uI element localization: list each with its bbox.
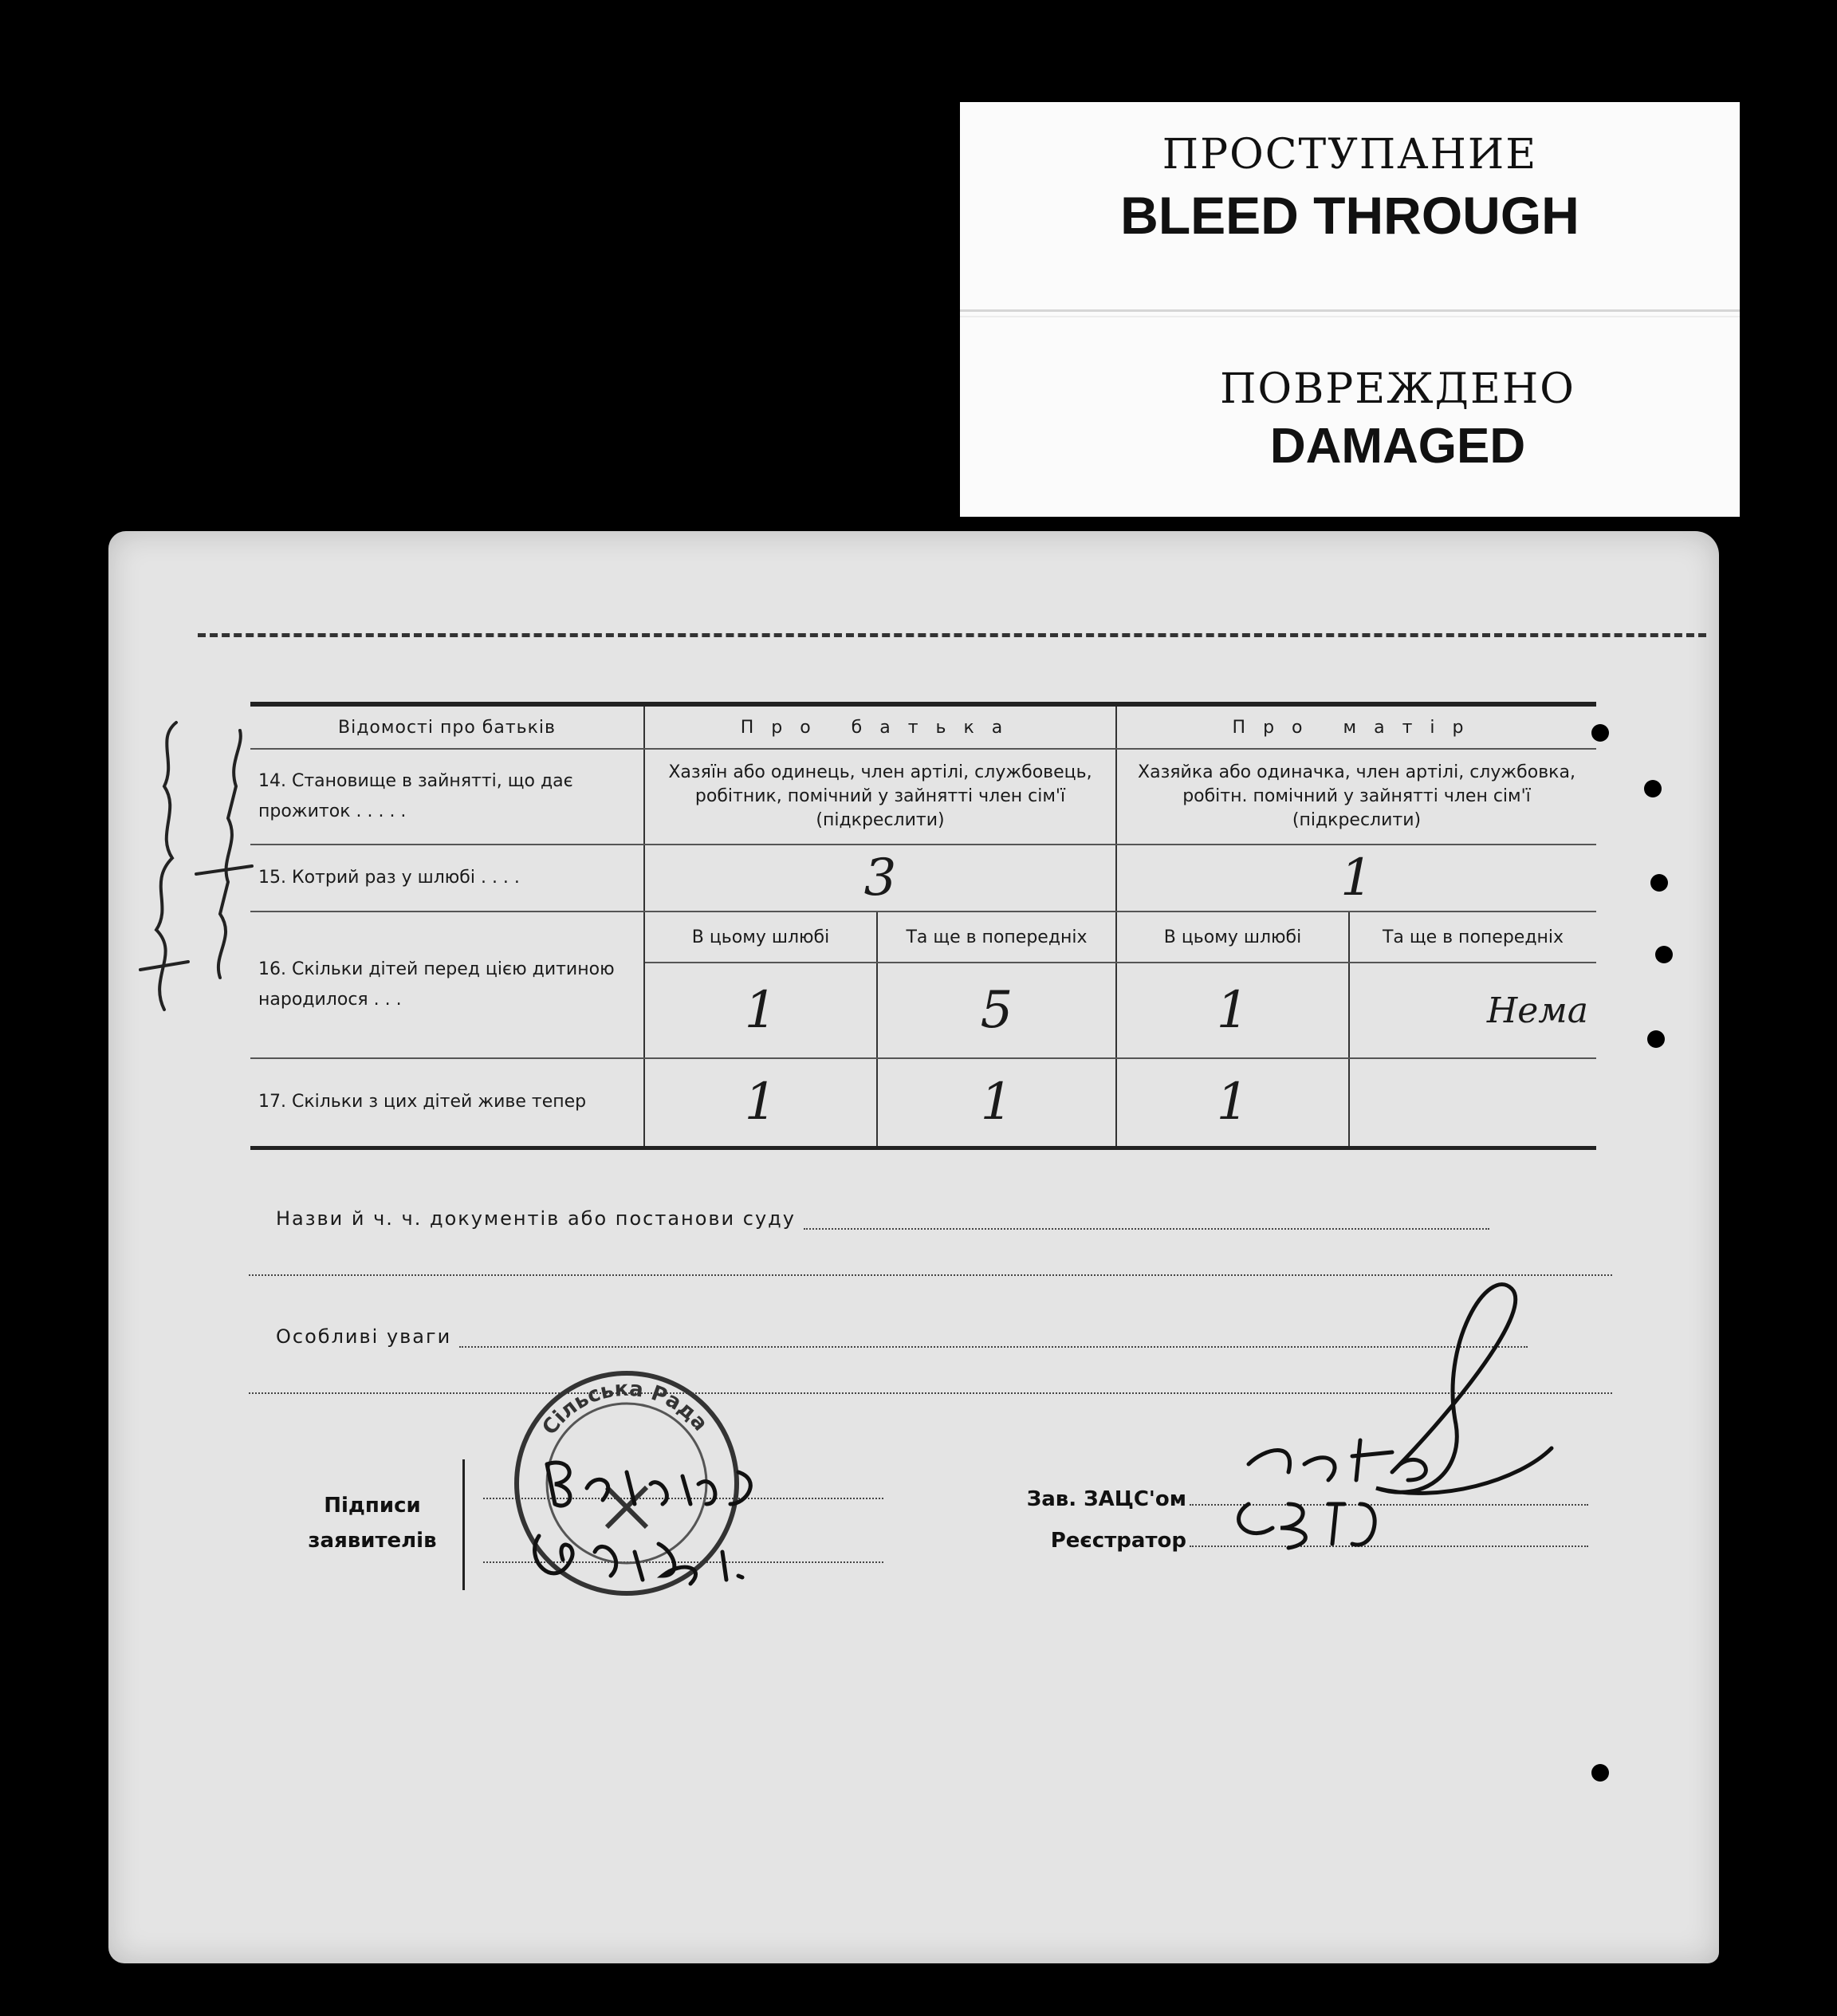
row17-father-this: 1 bbox=[644, 1058, 877, 1148]
registrar-label: Реєстратор bbox=[1050, 1529, 1186, 1553]
subheader-mother-prev: Та ще в попередніх bbox=[1349, 912, 1596, 963]
row14-mother-options: Хазяйка або одиначка, член артілі, службовка, робітн. помічний у зайнятті член сім'ї (підкреслити) bbox=[1116, 749, 1596, 845]
head-label: Зав. ЗАЦС'ом bbox=[1026, 1487, 1186, 1511]
damaged-en: DAMAGED bbox=[1269, 419, 1526, 474]
document-sheet bbox=[108, 531, 1719, 1963]
punch-hole bbox=[1650, 874, 1668, 892]
row17-father-prev: 1 bbox=[877, 1058, 1116, 1148]
documents-line bbox=[804, 1228, 1489, 1230]
applicants-label: Підписи заявителів bbox=[308, 1494, 437, 1553]
applicants-bracket bbox=[462, 1459, 476, 1590]
row16-mother-prev: Нема bbox=[1349, 963, 1596, 1058]
perforation-line bbox=[198, 633, 1706, 637]
header-mother: Про матір bbox=[1116, 704, 1596, 749]
bleed-through-en: BLEED THROUGH bbox=[1120, 186, 1579, 245]
bleed-through-ru: ПРОСТУПАНИЕ bbox=[1162, 131, 1538, 179]
row17-label: 17. Скільки з цих дітей живе тепер bbox=[250, 1058, 644, 1148]
row14-father-options: Хазяїн або одинець, член артілі, службовець, робітник, помічний у зайнятті член сім'ї (підкреслити) bbox=[644, 749, 1116, 845]
stamp-text: Сільська Рада bbox=[537, 1376, 713, 1440]
row15-father-value: 3 bbox=[644, 845, 1116, 912]
punch-hole bbox=[1591, 724, 1609, 742]
punch-hole bbox=[1591, 1764, 1609, 1782]
punch-hole bbox=[1644, 780, 1662, 797]
subheader-mother-this: В цьому шлюбі bbox=[1116, 912, 1349, 963]
row15-mother-value: 1 bbox=[1116, 845, 1596, 912]
documents-label: Назви й ч. ч. документів або постанови суду bbox=[276, 1207, 796, 1230]
card-fold bbox=[960, 309, 1740, 312]
archive-warning-card bbox=[960, 102, 1740, 517]
parents-table bbox=[250, 702, 1596, 1150]
subheader-father-prev: Та ще в попередніх bbox=[877, 912, 1116, 963]
applicant-signatures bbox=[523, 1440, 890, 1600]
header-parents-info: Відомості про батьків bbox=[250, 704, 644, 749]
row17-mother-this: 1 bbox=[1116, 1058, 1349, 1148]
official-signatures bbox=[1201, 1265, 1599, 1568]
subheader-father-this: В цьому шлюбі bbox=[644, 912, 877, 963]
row16-father-prev: 5 bbox=[877, 963, 1116, 1058]
row16-label: 16. Скільки дітей перед цією дитиною народилося . . . bbox=[250, 912, 644, 1058]
row17-mother-prev bbox=[1349, 1058, 1596, 1148]
row14-label: 14. Становище в зайнятті, що дає прожиток . . . . . bbox=[250, 749, 644, 845]
notes-label: Особливі уваги bbox=[276, 1325, 452, 1348]
card-fold-shadow bbox=[960, 316, 1740, 317]
documents-row bbox=[276, 1207, 1609, 1230]
punch-hole bbox=[1647, 1030, 1665, 1048]
punch-hole bbox=[1655, 946, 1673, 963]
parents-info-form bbox=[250, 702, 1596, 1150]
row15-label: 15. Котрий раз у шлюбі . . . . bbox=[250, 845, 644, 912]
damaged-ru: ПОВРЕЖДЕНО bbox=[1220, 365, 1575, 413]
header-father: Про батька bbox=[644, 704, 1116, 749]
row16-mother-this: 1 bbox=[1116, 963, 1349, 1058]
row16-father-this: 1 bbox=[644, 963, 877, 1058]
